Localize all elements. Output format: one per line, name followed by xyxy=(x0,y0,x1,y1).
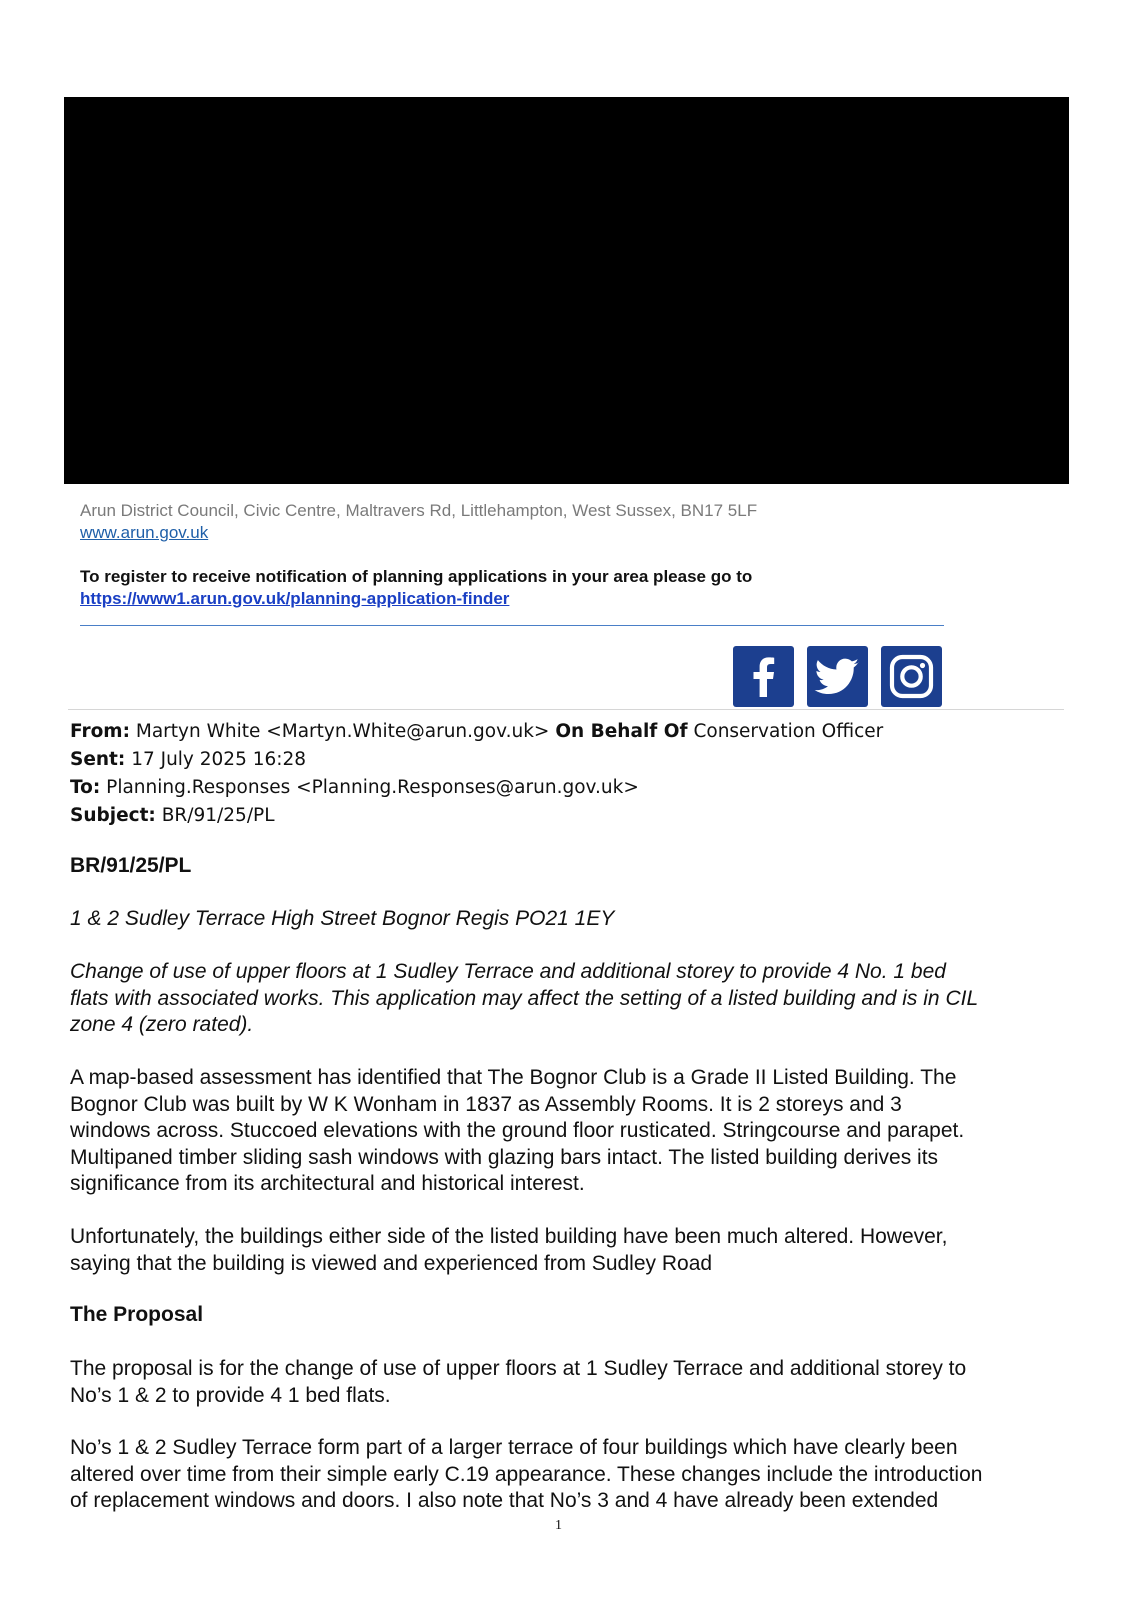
register-notice: To register to receive notification of planning applications in your area please go to xyxy=(80,567,753,586)
text-line: altered over time from their simple early C.19 appearance. These changes include the introduction xyxy=(70,1462,983,1486)
header-divider xyxy=(68,709,1064,710)
council-address: Arun District Council, Civic Centre, Maltravers Rd, Littlehampton, West Sussex, BN17 5LF xyxy=(80,501,758,520)
to-row xyxy=(70,774,883,802)
sent-row xyxy=(70,746,883,774)
on-behalf-label: On Behalf Of xyxy=(555,721,688,742)
application-reference: BR/91/25/PL xyxy=(70,854,192,877)
context-paragraph xyxy=(70,1224,1070,1277)
subject-row xyxy=(70,802,883,830)
from-label: From: xyxy=(70,721,130,742)
facebook-icon[interactable] xyxy=(733,646,794,707)
sent-label: Sent: xyxy=(70,749,126,770)
text-line: Multipaned timber sliding sash windows with glazing bars intact. The listed building derives its xyxy=(70,1145,939,1169)
text-line: A map-based assessment has identified that The Bognor Club is a Grade II Listed Building. The xyxy=(70,1066,957,1089)
text-line: Bognor Club was built by W K Wonham in 1837 as Assembly Rooms. It is 2 storeys and 3 xyxy=(70,1092,902,1116)
text-line: Unfortunately, the buildings either side of the listed building have been much altered. However, xyxy=(70,1225,948,1248)
text-line: significance from its architectural and historical interest. xyxy=(70,1172,585,1195)
terrace-paragraph xyxy=(70,1435,1070,1515)
site-address: 1 & 2 Sudley Terrace High Street Bognor Regis PO21 1EY xyxy=(70,907,615,930)
proposal-paragraph xyxy=(70,1356,1070,1409)
redacted-banner xyxy=(64,97,1069,484)
to-label: To: xyxy=(70,777,101,798)
planning-finder-link[interactable]: https://www1.arun.gov.uk/planning-application-finder xyxy=(80,589,510,608)
blue-divider xyxy=(80,625,944,626)
text-line: zone 4 (zero rated). xyxy=(70,1013,254,1036)
instagram-icon[interactable] xyxy=(881,646,942,707)
text-line: The proposal is for the change of use of upper floors at 1 Sudley Terrace and additional storey to xyxy=(70,1357,967,1380)
email-header xyxy=(70,718,883,830)
subject-label: Subject: xyxy=(70,805,156,826)
text-line: No’s 1 & 2 Sudley Terrace form part of a larger terrace of four buildings which have clearly been xyxy=(70,1436,958,1459)
proposal-heading: The Proposal xyxy=(70,1303,204,1326)
page-number: 1 xyxy=(555,1518,562,1533)
text-line: No’s 1 & 2 to provide 4 1 bed flats. xyxy=(70,1383,391,1407)
assessment-paragraph xyxy=(70,1065,1070,1198)
text-line: saying that the building is viewed and experienced from Sudley Road xyxy=(70,1251,713,1275)
application-description xyxy=(70,959,1070,1039)
text-line: Change of use of upper floors at 1 Sudley Terrace and additional storey to provide 4 No. 1 bed xyxy=(70,960,946,983)
to-value: Planning.Responses <Planning.Responses@arun.gov.uk> xyxy=(106,777,639,798)
subject-value: BR/91/25/PL xyxy=(161,805,275,826)
from-value: Martyn White <Martyn.White@arun.gov.uk> xyxy=(135,721,550,742)
on-behalf-value: Conservation Officer xyxy=(693,721,884,742)
from-row xyxy=(70,718,883,746)
sent-value: 17 July 2025 16:28 xyxy=(131,749,307,770)
text-line: flats with associated works. This application may affect the setting of a listed building and is in CIL xyxy=(70,986,979,1010)
twitter-icon[interactable] xyxy=(807,646,868,707)
text-line: windows across. Stuccoed elevations with the ground floor rusticated. Stringcourse and parapet. xyxy=(70,1119,965,1142)
text-line: of replacement windows and doors. I also note that No’s 3 and 4 have already been extended xyxy=(70,1489,939,1512)
council-website-link[interactable]: www.arun.gov.uk xyxy=(80,523,209,542)
